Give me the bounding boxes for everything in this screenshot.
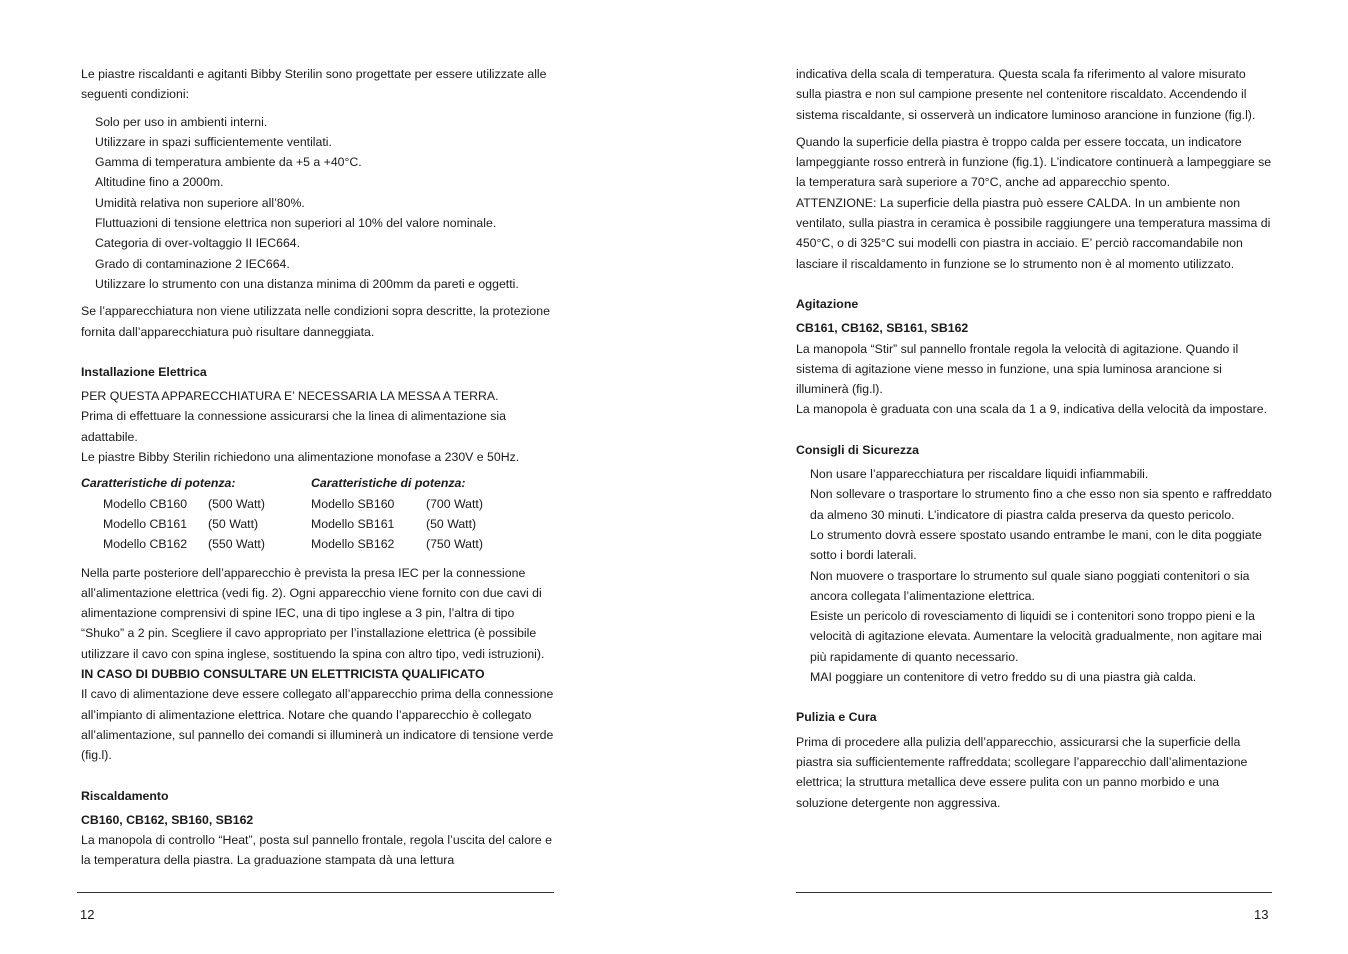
power-row bbox=[81, 494, 311, 514]
hot-surface-paragraph: Quando la superficie della piastra è troppo calda per essere toccata, un indicatore lampeggiante rosso entrerà in funzione (fig.1). L’indicatore continuerà a lampeggiare se la temperatura sarà superiore a 70°C, anche ad apparecchio spento. bbox=[796, 134, 1272, 190]
condition-item: Fluttuazioni di tensione elettrica non superiori al 10% del valore nominale. bbox=[95, 216, 497, 231]
heating-continued-paragraph: indicativa della scala di temperatura. Questa scala fa riferimento al valore misurato sulla piastra e non sul campione presente nel contenitore riscaldato. Accendendo il sistema riscaldante, si osserverà un indicatore luminoso arancione in funzione (fig.l). bbox=[796, 67, 1256, 122]
power-ratings-cb bbox=[81, 473, 311, 554]
model-watt: (750 Watt) bbox=[426, 537, 483, 552]
safety-item: Non muovere o trasportare lo strumento sul quale siano poggiati contenitori o sia ancora collegata l’alimentazione elettrica. bbox=[810, 568, 1250, 603]
condition-item: Altitudine fino a 2000m. bbox=[95, 175, 224, 190]
power-row bbox=[81, 534, 311, 554]
power-row bbox=[311, 494, 541, 514]
conditions-list bbox=[81, 112, 557, 295]
model-name: Modello CB161 bbox=[103, 516, 188, 531]
safety-list bbox=[796, 464, 1272, 687]
heating-models: CB160, CB162, SB160, SB162 bbox=[81, 812, 254, 827]
power-row bbox=[81, 514, 311, 534]
safety-item: Esiste un pericolo di rovesciamento di liquidi se i contenitori sono troppo pieni e la velocità di agitazione elevata. Aumentare la velocità gradualmente, non agitare mai più rapidamente di quanto necessario. bbox=[810, 609, 1262, 664]
earth-line: PER QUESTA APPARECCHIATURA E’ NECESSARIA LA MESSA A TERRA. bbox=[81, 389, 499, 404]
safety-item: Lo strumento dovrà essere spostato usando entrambe le mani, con le dita poggiate sotto i bordi laterali. bbox=[810, 527, 1262, 563]
cleaning-heading: Pulizia e Cura bbox=[796, 710, 877, 725]
model-name: Modello SB160 bbox=[311, 496, 395, 511]
condition-item: Utilizzare lo strumento con una distanza minima di 200mm da pareti e oggetti. bbox=[95, 276, 519, 291]
installation-heading: Installazione Elettrica bbox=[81, 364, 207, 379]
footer-rule-left bbox=[77, 892, 554, 893]
model-watt: (50 Watt) bbox=[426, 516, 477, 531]
safety-item: MAI poggiare un contenitore di vetro freddo su di una piastra già calda. bbox=[810, 670, 1197, 685]
model-name: Modello SB162 bbox=[311, 537, 395, 552]
intro-paragraph: Le piastre riscaldanti e agitanti Bibby Sterilin sono progettate per essere utilizzate alle seguenti condizioni: bbox=[81, 67, 547, 102]
model-name: Modello SB161 bbox=[311, 516, 395, 531]
left-page-column bbox=[81, 64, 557, 871]
stirring-models: CB161, CB162, SB161, SB162 bbox=[796, 321, 969, 336]
safety-item: Non sollevare o trasportare lo strumento fino a che esso non sia spento e raffreddato da almeno 30 minuti. L’indicatore di piastra calda preserva da questo pericolo. bbox=[810, 487, 1272, 522]
condition-item: Utilizzare in spazi sufficientemente ventilati. bbox=[95, 134, 332, 149]
heating-paragraph: La manopola di controllo “Heat”, posta sul pannello frontale, regola l’uscita del calore e la temperatura della piastra. La graduazione stampata dà una lettura bbox=[81, 833, 552, 868]
condition-item: Gamma di temperatura ambiente da +5 a +40°C. bbox=[95, 155, 362, 170]
model-watt: (500 Watt) bbox=[208, 496, 265, 511]
model-name: Modello CB160 bbox=[103, 496, 188, 511]
doubt-warning: IN CASO DI DUBBIO CONSULTARE UN ELETTRICISTA QUALIFICATO bbox=[81, 667, 485, 682]
iec-paragraph: Nella parte posteriore dell’apparecchio è prevista la presa IEC per la connessione all’alimentazione elettrica (vedi fig. 2). Ogni apparecchio viene fornito con due cavi di alimentazione comprensivi di spine IEC, una di tipo inglese a 3 pin, l’altra di tipo “Shuko” a 2 pin. Scegliere il cavo appropriato per l’installazione elettrica (è possibile utilizzare il cavo con spina inglese, sostituendo la spina con altro tipo, vedi istruzioni). bbox=[81, 565, 545, 661]
model-watt: (50 Watt) bbox=[208, 516, 259, 531]
power-heading: Caratteristiche di potenza: bbox=[311, 476, 466, 491]
warning-paragraph: Se l’apparecchiatura non viene utilizzata nelle condizioni sopra descritte, la protezione fornita dall’apparecchiatura può risultare danneggiata. bbox=[81, 304, 550, 339]
condition-item: Solo per uso in ambienti interni. bbox=[95, 114, 268, 129]
heating-heading: Riscaldamento bbox=[81, 788, 169, 803]
safety-heading: Consigli di Sicurezza bbox=[796, 442, 919, 457]
condition-item: Umidità relativa non superiore all’80%. bbox=[95, 195, 305, 210]
stirring-heading: Agitazione bbox=[796, 296, 859, 311]
model-name: Modello CB162 bbox=[103, 537, 188, 552]
cable-paragraph: Il cavo di alimentazione deve essere collegato all’apparecchio prima della connessione all’impianto di alimentazione elettrica. Notare che quando l’apparecchio è collegato all’alimentazione, sul pannello dei comandi si illuminerà un indicatore di tensione verde (fig.l). bbox=[81, 687, 554, 763]
power-ratings-sb bbox=[311, 473, 541, 554]
condition-item: Grado di contaminazione 2 IEC664. bbox=[95, 256, 290, 271]
model-watt: (700 Watt) bbox=[426, 496, 483, 511]
power-row bbox=[311, 514, 541, 534]
safety-item: Non usare l’apparecchiatura per riscaldare liquidi infiammabili. bbox=[810, 467, 1149, 482]
page-number-right: 13 bbox=[1254, 907, 1269, 922]
footer-rule-right bbox=[796, 892, 1272, 893]
check-line: Prima di effettuare la connessione assicurarsi che la linea di alimentazione sia adattabile. bbox=[81, 409, 506, 444]
attention-paragraph: ATTENZIONE: La superficie della piastra può essere CALDA. In un ambiente non ventilato, sulla piastra in ceramica è possibile raggiungere una temperatura massima di 450°C, o di 325°C sui modelli con piastra in acciaio. E’ perciò raccomandabile non lasciare il riscaldamento in funzione se lo strumento non è al momento utilizzato. bbox=[796, 195, 1271, 271]
stirring-paragraph-1: La manopola “Stir” sul pannello frontale regola la velocità di agitazione. Quando il sistema di agitazione viene messo in funzione, una spia luminosa arancione si illuminerà (fig.l). bbox=[796, 341, 1239, 397]
cleaning-paragraph: Prima di procedere alla pulizia dell’apparecchio, assicurarsi che la superficie della piastra sia sufficientemente raffreddata; scollegare l’apparecchio dall’alimentazione elettrica; la struttura metallica deve essere pulita con un panno morbido e una soluzione detergente non aggressiva. bbox=[796, 734, 1248, 810]
page-number-left: 12 bbox=[80, 907, 95, 922]
model-watt: (550 Watt) bbox=[208, 537, 265, 552]
supply-line: Le piastre Bibby Sterilin richiedono una alimentazione monofase a 230V e 50Hz. bbox=[81, 450, 520, 465]
right-page-column bbox=[796, 64, 1272, 813]
condition-item: Categoria di over-voltaggio II IEC664. bbox=[95, 236, 301, 251]
power-ratings bbox=[81, 473, 557, 554]
power-row bbox=[311, 534, 541, 554]
stirring-paragraph-2: La manopola è graduata con una scala da 1 a 9, indicativa della velocità da impostare. bbox=[796, 402, 1268, 417]
power-heading: Caratteristiche di potenza: bbox=[81, 476, 236, 491]
